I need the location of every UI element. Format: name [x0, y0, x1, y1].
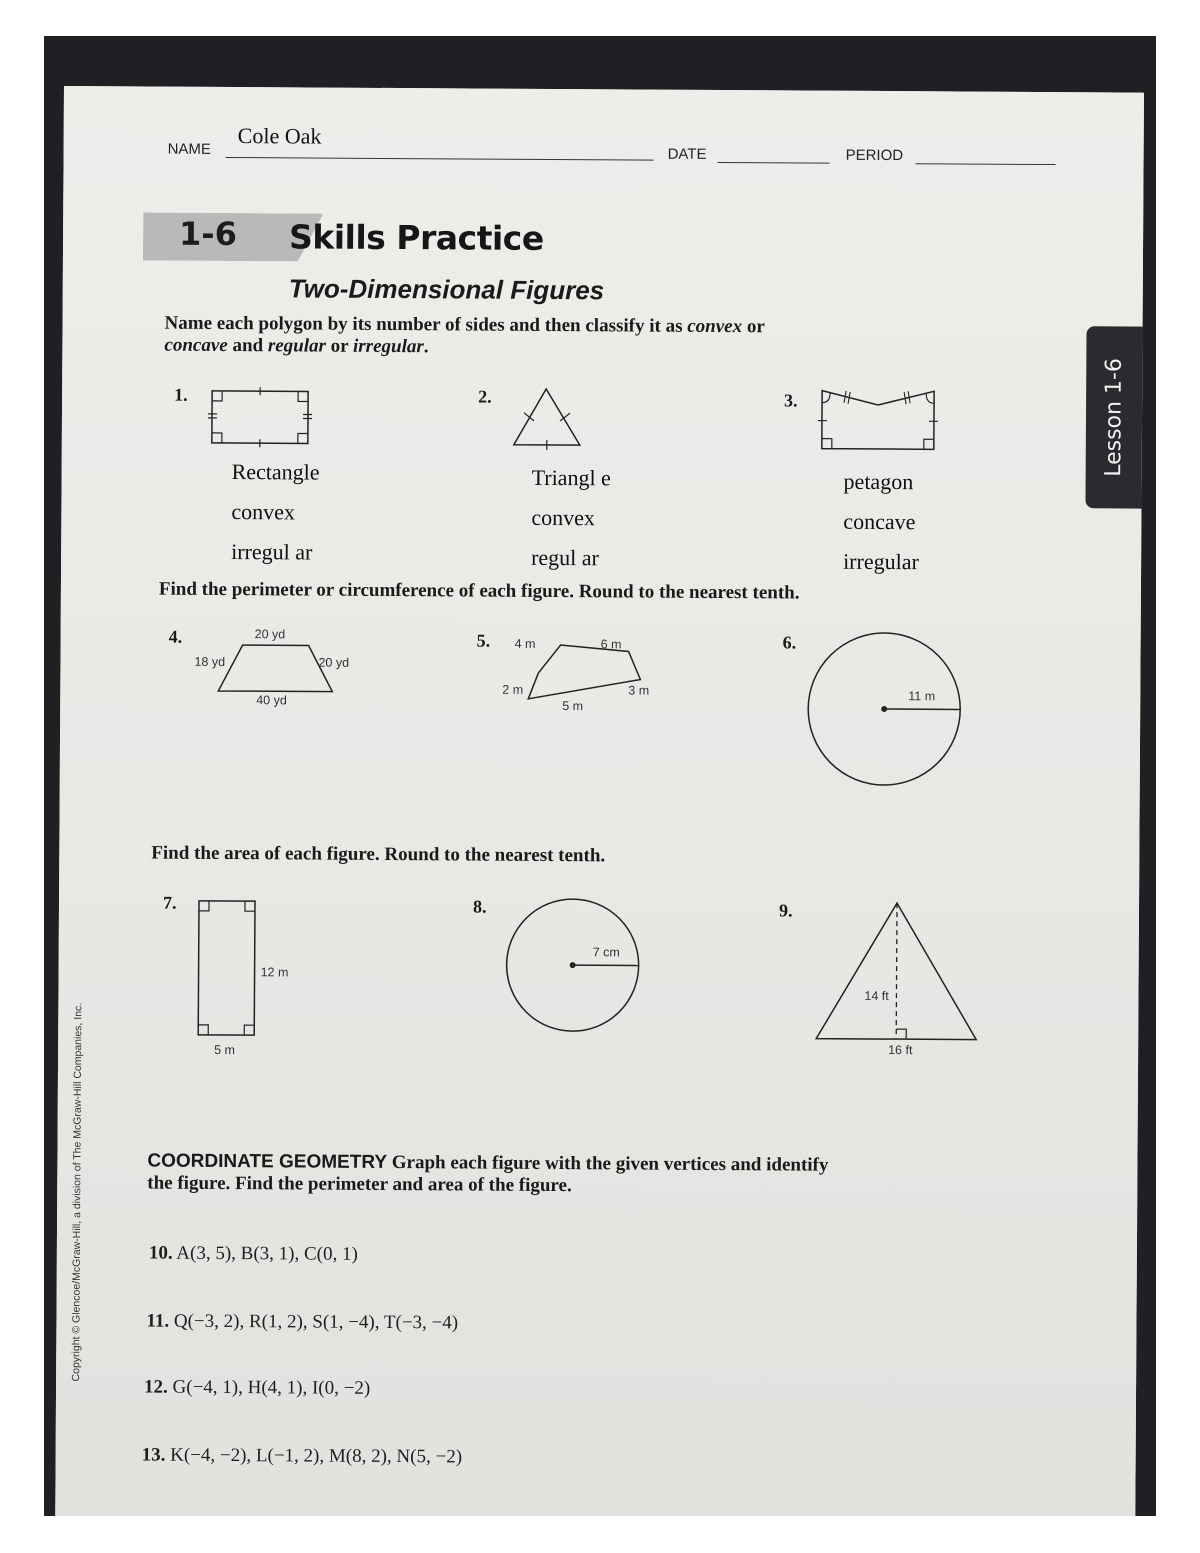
problem-5-label-c: 2 m	[502, 682, 524, 697]
circle-figure-6	[806, 631, 967, 792]
section4-heading: COORDINATE GEOMETRY	[147, 1150, 388, 1173]
problem-4-label-left: 18 yd	[194, 654, 226, 669]
date-label: DATE	[667, 145, 707, 163]
problem-3-answer-3: irregular	[843, 548, 919, 575]
problem-9-label-height: 14 ft	[864, 988, 889, 1004]
date-line	[718, 162, 830, 164]
problem-6-number: 6.	[782, 632, 797, 653]
problem-5-label-e: 5 m	[562, 699, 584, 714]
problem-3-answer-1: petagon	[843, 468, 914, 495]
problem-5-label-d: 3 m	[628, 683, 650, 698]
problem-2-answer-3: regul ar	[531, 544, 600, 571]
problem-3-number: 3.	[784, 390, 798, 411]
section4-instruction: COORDINATE GEOMETRY Graph each figure with the given vertices and identify the figure. Find the perimeter and area of the figure.	[147, 1150, 829, 1197]
trapezoid-figure	[216, 643, 336, 700]
problem-4-label-top: 20 yd	[254, 627, 286, 642]
rectangle-figure	[208, 387, 318, 452]
problem-5-number: 5.	[476, 630, 491, 651]
problem-13: 13. K(−4, −2), L(−1, 2), M(8, 2), N(5, −2)	[141, 1444, 463, 1468]
problem-9-number: 9.	[778, 900, 793, 921]
problem-4-label-right: 20 yd	[318, 655, 350, 670]
problem-8-number: 8.	[472, 896, 487, 917]
problem-7-label-width: 5 m	[214, 1042, 236, 1058]
problem-5-label-a: 4 m	[514, 636, 536, 651]
name-line	[226, 157, 654, 161]
problem-1-answer-3: irregul ar	[231, 539, 313, 565]
problem-2-answer-2: convex	[531, 504, 595, 531]
tall-rectangle-figure	[194, 897, 259, 1039]
problem-1-number: 1.	[174, 384, 188, 405]
period-label: PERIOD	[845, 146, 904, 165]
lesson-number: 1-6	[178, 214, 238, 254]
photo-background	[44, 36, 1156, 1516]
problem-4-label-bottom: 40 yd	[256, 693, 287, 708]
section2-instruction: Find the perimeter or circumference of each figure. Round to the nearest tenth.	[158, 578, 800, 604]
name-label: NAME	[167, 140, 212, 158]
problem-9-label-base: 16 ft	[888, 1043, 913, 1058]
problem-12: 12. G(−4, 1), H(4, 1), I(0, −2)	[143, 1376, 371, 1399]
pentagon-figure	[818, 387, 948, 458]
lesson-tab-label: Lesson 1-6	[1101, 358, 1127, 477]
lesson-side-tab	[1085, 326, 1142, 508]
lesson-title: Skills Practice	[288, 217, 544, 258]
problem-10: 10. A(3, 5), B(3, 1), C(0, 1)	[148, 1242, 358, 1265]
circle-figure-8	[504, 897, 645, 1038]
problem-2-number: 2.	[478, 386, 492, 407]
name-value: Cole Oak	[237, 123, 322, 149]
triangle-figure	[510, 385, 590, 453]
problem-3-answer-2: concave	[843, 508, 916, 535]
section3-instruction: Find the area of each figure. Round to the nearest tenth.	[151, 842, 606, 867]
problem-7-label-height: 12 m	[260, 965, 289, 980]
problem-11: 11. Q(−3, 2), R(1, 2), S(1, −4), T(−3, −4)	[146, 1310, 459, 1334]
problem-1-answer-2: convex	[231, 499, 296, 525]
problem-6-label: 11 m	[908, 689, 936, 704]
worksheet-page	[55, 86, 1144, 1516]
problem-5-label-b: 6 m	[600, 637, 622, 652]
copyright-notice: Copyright © Glencoe/McGraw-Hill, a division of The McGraw-Hill Companies, Inc.	[70, 1002, 85, 1382]
problem-1-answer-1: Rectangle	[231, 459, 320, 485]
period-line	[916, 163, 1056, 165]
triangle-height-figure	[814, 899, 985, 1046]
problem-8-label: 7 cm	[592, 945, 620, 960]
problem-4-number: 4.	[168, 626, 183, 647]
problem-7-number: 7.	[162, 892, 177, 913]
problem-2-answer-1: Triangl e	[531, 464, 611, 491]
lesson-subtitle: Two-Dimensional Figures	[288, 273, 605, 306]
section1-instruction: Name each polygon by its number of sides and then classify it as convex or concave and regular or irregular.	[164, 312, 765, 358]
